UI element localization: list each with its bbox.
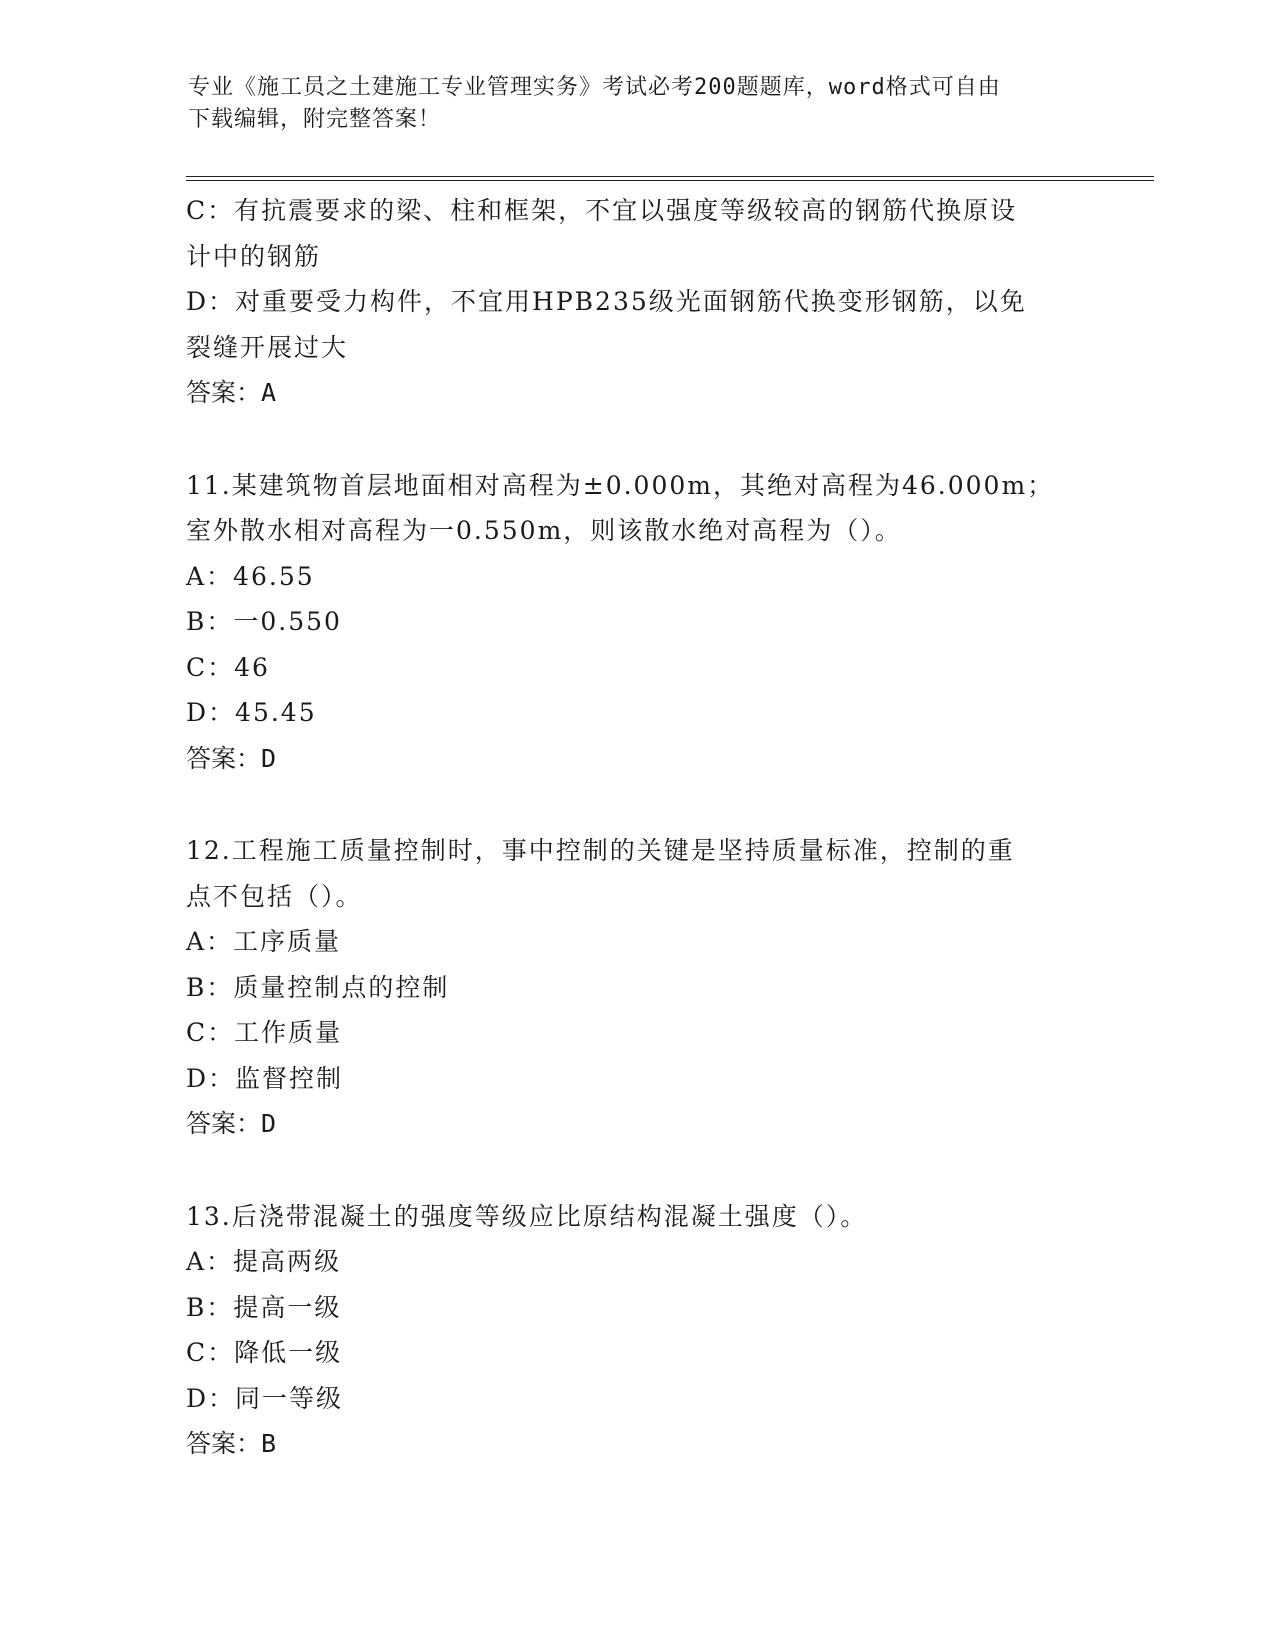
header-title-line1: 专业《施工员之土建施工专业管理实务》考试必考200题题库，word格式可自由 bbox=[188, 75, 1001, 100]
q13-answer: 答案：B bbox=[186, 1429, 277, 1458]
q13-option-a: A：提高两级 bbox=[186, 1247, 342, 1276]
q12-stem-line2: 点不包括（）。 bbox=[186, 881, 363, 911]
document-header bbox=[188, 72, 1088, 136]
q13-option-d: D：同一等级 bbox=[186, 1383, 344, 1413]
prev-option-d-line2: 裂缝开展过大 bbox=[186, 332, 349, 362]
prev-option-c-line1: C：有抗震要求的梁、柱和框架，不宜以强度等级较高的钢筋代换原设 bbox=[186, 196, 1018, 225]
q12-option-c: C：工作质量 bbox=[186, 1018, 343, 1047]
header-divider bbox=[186, 176, 1154, 181]
question-13-block bbox=[186, 1194, 1086, 1467]
prev-answer: 答案：A bbox=[186, 378, 277, 407]
q12-option-a: A：工序质量 bbox=[186, 927, 342, 956]
q11-option-a: A：46.55 bbox=[186, 561, 315, 591]
q13-option-c: C：降低一级 bbox=[186, 1338, 343, 1367]
prev-question-block bbox=[186, 188, 1086, 416]
q12-option-b: B：质量控制点的控制 bbox=[186, 972, 450, 1002]
prev-option-c-line2: 计中的钢筋 bbox=[186, 241, 322, 271]
question-12-block bbox=[186, 828, 1086, 1147]
q13-option-b: B：提高一级 bbox=[186, 1292, 342, 1322]
q11-option-c: C：46 bbox=[186, 652, 270, 682]
q11-option-b: B：一0.550 bbox=[186, 607, 342, 636]
q11-option-d: D：45.45 bbox=[186, 698, 317, 727]
header-title-line2: 下载编辑，附完整答案！ bbox=[188, 107, 442, 132]
q12-answer: 答案：D bbox=[186, 1109, 277, 1138]
q13-stem-line1: 13.后浇带混凝土的强度等级应比原结构混凝土强度（）。 bbox=[186, 1201, 868, 1231]
q11-stem-line2: 室外散水相对高程为一0.550m，则该散水绝对高程为（）。 bbox=[186, 516, 902, 545]
q12-option-d: D：监督控制 bbox=[186, 1063, 344, 1093]
q11-answer: 答案：D bbox=[186, 743, 277, 773]
prev-option-d-line1: D：对重要受力构件，不宜用HPB235级光面钢筋代换变形钢筋，以免 bbox=[186, 287, 1027, 316]
q11-stem-line1: 11.某建筑物首层地面相对高程为±0.000m，其绝对高程为46.000m； bbox=[186, 470, 1055, 500]
question-11-block bbox=[186, 463, 1086, 782]
question-content bbox=[186, 188, 1086, 1467]
q12-stem-line1: 12.工程施工质量控制时，事中控制的关键是坚持质量标准，控制的重 bbox=[186, 836, 1015, 865]
